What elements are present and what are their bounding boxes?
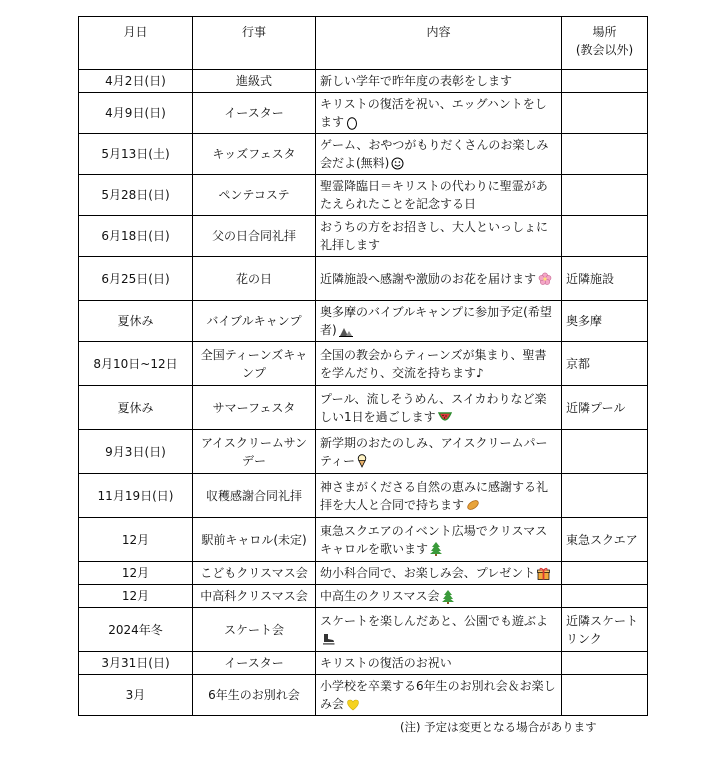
row-date-text: 2024年冬 — [108, 622, 163, 637]
row-date — [79, 216, 193, 257]
row-date — [79, 386, 193, 430]
row-place — [562, 430, 648, 474]
row-date — [79, 70, 193, 93]
egg-icon — [346, 116, 358, 130]
row-event — [193, 585, 316, 608]
row-event-text: 中高科クリスマス会 — [200, 589, 308, 603]
row-content — [316, 257, 562, 301]
row-date-text: 夏休み — [117, 314, 154, 328]
row-place — [562, 386, 648, 430]
row-content — [316, 430, 562, 474]
row-content-text: 小学校を卒業する6年生のお別れ会＆お楽しみ会 — [320, 679, 556, 711]
table-row — [79, 342, 648, 386]
row-place — [562, 608, 648, 652]
row-date-text: 12月 — [121, 589, 150, 603]
row-content-text: スケートを楽しんだあと、公園でも遊ぶよ — [320, 613, 549, 628]
row-content — [316, 675, 562, 716]
row-content — [316, 562, 562, 585]
row-place — [562, 257, 648, 301]
row-place — [562, 216, 648, 257]
row-event-text: バイブルキャンプ — [206, 314, 302, 328]
table-row — [79, 518, 648, 562]
row-content-text: 中高生のクリスマス会 — [320, 589, 440, 603]
table-row — [79, 175, 648, 216]
row-place-text: 近隣施設 — [566, 271, 615, 286]
row-event — [193, 430, 316, 474]
row-event — [193, 342, 316, 386]
row-date-text: 3月 — [125, 688, 146, 702]
sweet-potato-icon — [466, 499, 480, 511]
row-event-text: ペンテコステ — [218, 188, 290, 202]
row-event — [193, 652, 316, 675]
row-event — [193, 301, 316, 342]
row-content — [316, 93, 562, 134]
row-date — [79, 518, 193, 562]
row-event-text: 駅前キャロル(未定) — [201, 532, 307, 547]
row-event-text: こどもクリスマス会 — [200, 566, 308, 580]
row-content-text: 全国の教会からティーンズが集まり、聖書を学んだり、交流を持ちます♪ — [320, 347, 547, 380]
row-place — [562, 134, 648, 175]
row-date — [79, 134, 193, 175]
row-event-text: イースター — [224, 656, 284, 670]
row-date-text: 12月 — [121, 566, 150, 580]
table-row — [79, 134, 648, 175]
icecream-icon — [357, 454, 367, 468]
row-date — [79, 301, 193, 342]
row-event-text: アイスクリームサンデー — [201, 435, 307, 468]
header-place — [562, 17, 648, 70]
gift-icon — [537, 567, 550, 580]
footnote: (注) 予定は変更となる場合があります — [400, 720, 597, 734]
row-place-text: 近隣スケートリンク — [566, 613, 639, 646]
header-row — [79, 17, 648, 70]
row-content — [316, 608, 562, 652]
row-content-text: キリストの復活のお祝い — [320, 656, 452, 670]
row-event — [193, 93, 316, 134]
row-event — [193, 386, 316, 430]
header-content: 内容 — [316, 17, 562, 70]
row-event-text: イースター — [224, 106, 284, 120]
row-date-text: 6月25日(日) — [101, 271, 170, 286]
row-event — [193, 474, 316, 518]
table-row — [79, 675, 648, 716]
row-content — [316, 342, 562, 386]
row-date-text: 4月9日(日) — [105, 106, 166, 120]
row-place-text: 京都 — [566, 356, 591, 371]
row-place-text: 東急スクエア — [566, 532, 638, 547]
row-date — [79, 93, 193, 134]
row-event — [193, 175, 316, 216]
row-place — [562, 652, 648, 675]
row-content — [316, 70, 562, 93]
row-place — [562, 585, 648, 608]
tree-icon — [442, 590, 454, 604]
tree-icon — [430, 542, 442, 556]
row-date — [79, 474, 193, 518]
row-date-text: 4月2日(日) — [105, 74, 166, 88]
row-content — [316, 474, 562, 518]
row-content-text: 新学期のおたのしみ、アイスクリームパーティー — [320, 435, 548, 468]
row-date — [79, 585, 193, 608]
row-content — [316, 518, 562, 562]
row-content — [316, 301, 562, 342]
table-row — [79, 474, 648, 518]
row-place — [562, 675, 648, 716]
row-event-text: キッズフェスタ — [212, 147, 296, 161]
row-event — [193, 608, 316, 652]
table-row — [79, 562, 648, 585]
row-content-text: おうちの方をお招きし、大人といっしょに礼拝します — [320, 220, 549, 252]
row-event — [193, 134, 316, 175]
row-content — [316, 216, 562, 257]
row-date-text: 6月18日(日) — [101, 229, 170, 243]
row-event-text: スケート会 — [223, 622, 284, 637]
row-place — [562, 175, 648, 216]
camp-icon — [339, 325, 353, 337]
row-date — [79, 175, 193, 216]
row-date-text: 3月31日(日) — [101, 656, 170, 670]
table-row — [79, 652, 648, 675]
row-event — [193, 70, 316, 93]
row-date — [79, 562, 193, 585]
row-date — [79, 608, 193, 652]
row-date-text: 夏休み — [117, 400, 154, 415]
row-event-text: 6年生のお別れ会 — [208, 688, 300, 702]
table-row — [79, 257, 648, 301]
row-content — [316, 585, 562, 608]
row-event — [193, 675, 316, 716]
row-event-text: 進級式 — [235, 74, 272, 88]
row-content-text: プール、流しそうめん、スイカわりなど楽しい1日を過ごします — [320, 391, 547, 424]
row-date-text: 9月3日(日) — [105, 444, 166, 459]
row-content-text: 新しい学年で昨年度の表彰をします — [320, 74, 513, 88]
row-date-text: 5月28日(日) — [101, 188, 170, 202]
row-content-text: 神さまがくださる自然の恵みに感謝する礼拝を大人と合同で持ちます — [320, 479, 549, 512]
row-content-text: 東急スクエアのイベント広場でクリスマスキャロルを歌います — [320, 523, 548, 556]
row-event — [193, 562, 316, 585]
row-event-text: サマーフェスタ — [212, 400, 296, 415]
row-place — [562, 342, 648, 386]
table-row — [79, 585, 648, 608]
row-place — [562, 301, 648, 342]
row-content — [316, 175, 562, 216]
row-date — [79, 652, 193, 675]
row-place — [562, 518, 648, 562]
row-place — [562, 93, 648, 134]
row-date-text: 8月10日~12日 — [93, 356, 178, 371]
row-content-text: ゲーム、おやつがもりだくさんのお楽しみ会だよ(無料) — [320, 138, 549, 170]
row-place — [562, 474, 648, 518]
row-content — [316, 386, 562, 430]
table-row — [79, 386, 648, 430]
header-place-sub: (教会以外) — [575, 43, 634, 57]
row-date — [79, 257, 193, 301]
smiley-icon — [391, 157, 404, 170]
row-date — [79, 430, 193, 474]
table-row — [79, 216, 648, 257]
row-place — [562, 562, 648, 585]
row-place-text: 近隣プール — [566, 400, 626, 415]
row-content-text: 奥多摩のバイブルキャンプに参加予定(希望者) — [320, 305, 552, 337]
table-row — [79, 70, 648, 93]
row-place-text: 奥多摩 — [566, 314, 603, 328]
row-event-text: 花の日 — [235, 271, 272, 286]
row-date-text: 5月13日(土) — [101, 147, 170, 161]
row-date-text: 12月 — [121, 532, 150, 547]
row-content-text: キリストの復活を祝い、エッグハントをします — [320, 97, 547, 129]
header-place-label: 場所 — [592, 25, 617, 39]
row-content-text: 聖霊降臨日＝キリストの代わりに聖霊があたえられたことを記念する日 — [320, 179, 548, 211]
row-content — [316, 652, 562, 675]
table-row — [79, 93, 648, 134]
table-row — [79, 301, 648, 342]
row-date — [79, 342, 193, 386]
row-event — [193, 216, 316, 257]
row-content-text: 近隣施設へ感謝や激励のお花を届けます — [320, 271, 537, 286]
table-row — [79, 608, 648, 652]
watermelon-icon — [438, 412, 452, 422]
header-date: 月日 — [79, 17, 193, 70]
row-event-text: 収穫感謝合同礼拝 — [205, 488, 302, 503]
row-date — [79, 675, 193, 716]
row-event-text: 父の日合同礼拝 — [211, 229, 296, 243]
skate-icon — [322, 633, 335, 645]
row-content-text: 幼小科合同で、お楽しみ会、プレゼント — [320, 566, 536, 580]
flower-icon — [538, 272, 552, 286]
row-place — [562, 70, 648, 93]
heart-icon — [346, 699, 360, 711]
header-event: 行事 — [193, 17, 316, 70]
row-event — [193, 257, 316, 301]
row-event — [193, 518, 316, 562]
row-date-text: 11月19日(日) — [97, 488, 174, 503]
schedule-table — [78, 16, 648, 716]
row-content — [316, 134, 562, 175]
table-row — [79, 430, 648, 474]
row-event-text: 全国ティーンズキャンプ — [200, 347, 308, 380]
